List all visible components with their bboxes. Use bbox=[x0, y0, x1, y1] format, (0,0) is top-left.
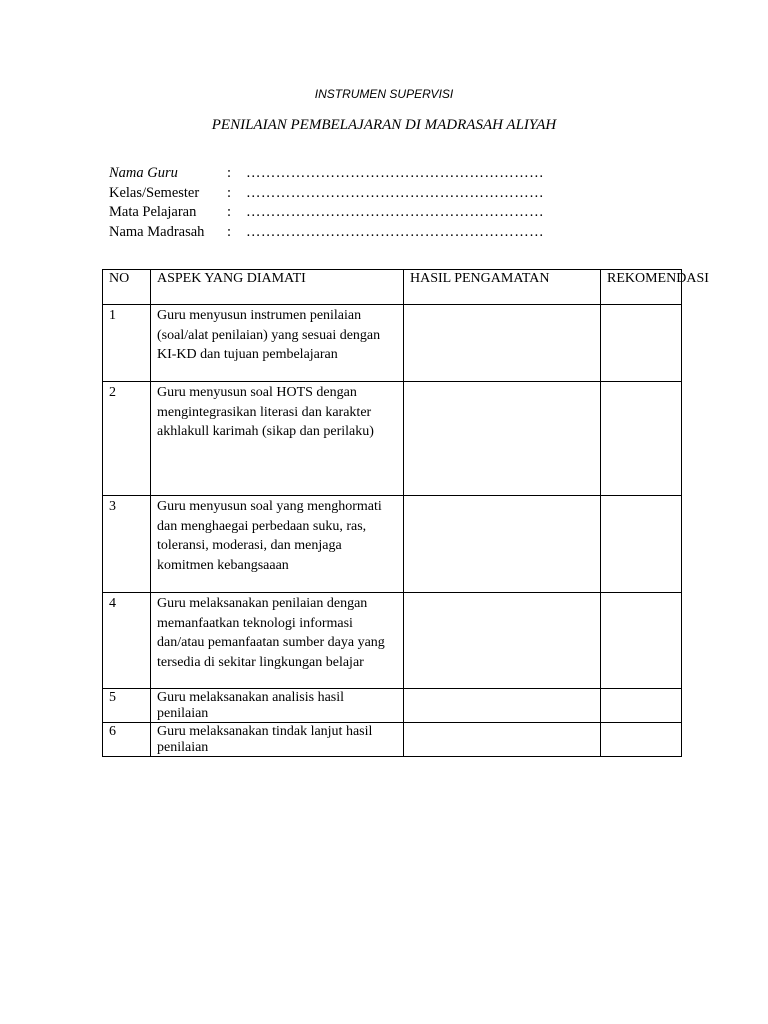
identity-label: Nama Madrasah bbox=[109, 223, 205, 240]
row-hasil-cell[interactable] bbox=[404, 723, 601, 757]
row-no: 1 bbox=[103, 305, 151, 382]
header-no: NO bbox=[103, 270, 151, 305]
row-rekomendasi-cell[interactable] bbox=[601, 593, 682, 689]
identity-fill-line: …………………………………………………… bbox=[246, 204, 544, 220]
identity-fill-line: …………………………………………………… bbox=[246, 184, 544, 201]
table-row bbox=[103, 305, 682, 382]
row-no: 6 bbox=[103, 723, 151, 757]
row-aspek: Guru melaksanakan analisis hasil penilaian bbox=[151, 689, 404, 723]
row-aspek: Guru menyusun instrumen penilaian (soal/alat penilaian) yang sesuai dengan KI-KD dan tujuan pembelajaran bbox=[151, 305, 404, 382]
row-no: 3 bbox=[103, 496, 151, 593]
identity-fill-line: …………………………………………………… bbox=[246, 223, 544, 240]
header-hasil: HASIL PENGAMATAN bbox=[404, 270, 601, 305]
identity-row-nama-madrasah bbox=[109, 223, 544, 243]
identity-row-mata-pelajaran bbox=[109, 203, 544, 223]
document-title: INSTRUMEN SUPERVISI bbox=[314, 87, 454, 101]
row-aspek: Guru melaksanakan penilaian dengan memanfaatkan teknologi informasi dan/atau pemanfaatan sumber daya yang tersedia di sekitar lingkungan belajar bbox=[151, 593, 404, 689]
table-row bbox=[103, 723, 682, 757]
row-rekomendasi-cell[interactable] bbox=[601, 496, 682, 593]
identity-colon: : bbox=[227, 204, 232, 220]
table-header-row bbox=[103, 270, 682, 305]
identity-label: Kelas/Semester bbox=[109, 184, 200, 201]
header-rekomendasi: REKOMENDASI bbox=[601, 270, 682, 305]
table-row bbox=[103, 593, 682, 689]
row-hasil-cell[interactable] bbox=[404, 689, 601, 723]
table-row bbox=[103, 382, 682, 496]
row-aspek: Guru menyusun soal HOTS dengan mengintegrasikan literasi dan karakter akhlakull karimah (sikap dan perilaku) bbox=[151, 382, 404, 496]
header-aspek: ASPEK YANG DIAMATI bbox=[151, 270, 404, 305]
row-no: 2 bbox=[103, 382, 151, 496]
table-row bbox=[103, 689, 682, 723]
identity-label: Mata Pelajaran bbox=[109, 204, 197, 220]
row-rekomendasi-cell[interactable] bbox=[601, 723, 682, 757]
identity-row-kelas-semester bbox=[109, 184, 544, 204]
row-rekomendasi-cell[interactable] bbox=[601, 305, 682, 382]
row-rekomendasi-cell[interactable] bbox=[601, 382, 682, 496]
identity-row-nama-guru bbox=[109, 164, 544, 184]
row-aspek: Guru melaksanakan tindak lanjut hasil penilaian bbox=[151, 723, 404, 757]
identity-block bbox=[109, 164, 544, 242]
row-no: 4 bbox=[103, 593, 151, 689]
row-no: 5 bbox=[103, 689, 151, 723]
identity-colon: : bbox=[227, 223, 232, 240]
row-hasil-cell[interactable] bbox=[404, 305, 601, 382]
identity-colon: : bbox=[227, 184, 232, 201]
identity-fill-line: …………………………………………………… bbox=[246, 165, 544, 181]
row-hasil-cell[interactable] bbox=[404, 496, 601, 593]
row-hasil-cell[interactable] bbox=[404, 382, 601, 496]
identity-label: Nama Guru bbox=[109, 165, 178, 181]
row-aspek: Guru menyusun soal yang menghormati dan menghaegai perbedaan suku, ras, toleransi, moderasi, dan menjaga komitmen kebangsaaan bbox=[151, 496, 404, 593]
row-rekomendasi-cell[interactable] bbox=[601, 689, 682, 723]
supervision-table bbox=[102, 269, 709, 757]
identity-colon: : bbox=[227, 165, 232, 181]
document-subtitle: PENILAIAN PEMBELAJARAN DI MADRASAH ALIYAH bbox=[211, 117, 557, 133]
row-hasil-cell[interactable] bbox=[404, 593, 601, 689]
table-row bbox=[103, 496, 682, 593]
